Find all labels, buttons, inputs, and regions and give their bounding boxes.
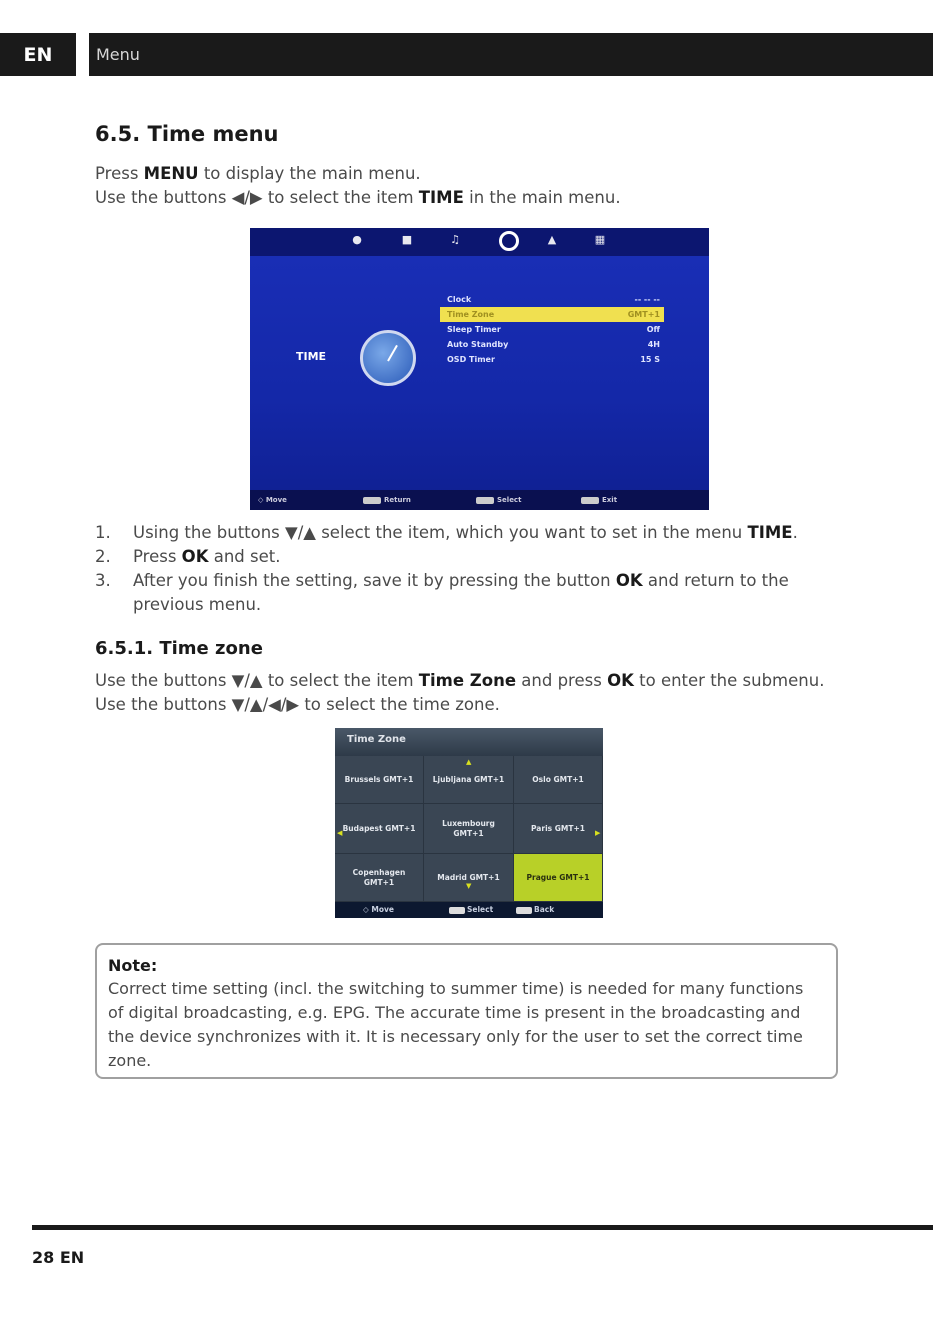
text: After you finish the setting, save it by pressing the button xyxy=(133,571,616,590)
subsection-title: 6.5.1. Time zone xyxy=(95,638,263,659)
time-menu-items xyxy=(446,292,664,367)
move-icon: ◇ xyxy=(363,905,372,914)
text: Press xyxy=(133,547,182,566)
hint-label: Select xyxy=(467,905,494,914)
text-bold: OK xyxy=(607,671,634,690)
text: Use the buttons ▼/▲ to select the item xyxy=(95,671,419,690)
text-bold: TIME xyxy=(747,523,793,542)
channel-icon: ■ xyxy=(401,233,413,246)
time-menu-screenshot xyxy=(250,228,709,510)
arrow-down-icon: ▼ xyxy=(466,882,472,890)
setup-icon: ▦ xyxy=(594,233,606,246)
menu-item-time-zone[interactable] xyxy=(440,307,664,322)
step-text xyxy=(133,521,798,545)
timezone-cell[interactable]: Brussels GMT+1 xyxy=(335,756,424,804)
step-number: 3. xyxy=(95,571,111,590)
menu-label: TIME xyxy=(296,350,327,363)
item-value: GMT+1 xyxy=(627,310,660,319)
text: Use the buttons ◀/▶ to select the item xyxy=(95,188,419,207)
menu-key-icon xyxy=(363,497,381,504)
menu-item-clock[interactable] xyxy=(446,292,664,307)
note-line: the device synchronizes with it. It is necessary only for the user to set the correct time xyxy=(108,1027,803,1046)
item-value: 15 S xyxy=(640,355,660,364)
hint-label: Exit xyxy=(602,496,618,504)
item-name: Auto Standby xyxy=(447,340,509,349)
text: and set. xyxy=(208,547,281,566)
hint-label: Back xyxy=(534,905,555,914)
menu-item-sleep-timer[interactable] xyxy=(446,322,664,337)
hint-label: Move xyxy=(265,496,287,504)
select-hint xyxy=(476,496,521,504)
timezone-cell[interactable]: Copenhagen GMT+1 xyxy=(335,854,424,902)
timezone-cell[interactable]: Paris GMT+1 xyxy=(514,804,603,854)
timezone-cell[interactable]: Ljubljana GMT+1 xyxy=(424,756,514,804)
text: Press xyxy=(95,164,144,183)
clock-icon xyxy=(499,231,519,251)
note-text xyxy=(108,977,826,1073)
timezone-hint-bar xyxy=(335,902,603,918)
timezone-line-2: Use the buttons ▼/▲/◀/▶ to select the time zone. xyxy=(95,695,500,714)
text-bold: TIME xyxy=(418,188,464,207)
header-section-title: Menu xyxy=(96,45,140,64)
item-name: Time Zone xyxy=(447,310,495,319)
timezone-cell[interactable]: Budapest GMT+1 xyxy=(335,804,424,854)
section-title: 6.5. Time menu xyxy=(95,122,279,146)
text: previous menu. xyxy=(133,595,262,614)
hint-label: Move xyxy=(371,905,394,914)
hint-label: Select xyxy=(497,496,522,504)
item-value: 4H xyxy=(647,340,660,349)
steps-list xyxy=(95,521,798,617)
picture-icon: ● xyxy=(352,233,362,246)
move-hint xyxy=(363,905,394,914)
header-bar xyxy=(89,33,933,76)
text-bold: OK xyxy=(615,571,643,590)
step-number: 2. xyxy=(95,547,111,566)
text: to display the main menu. xyxy=(198,164,421,183)
globe-clock-icon xyxy=(360,330,416,386)
timezone-cell-selected[interactable]: Prague GMT+1 xyxy=(514,854,603,902)
lock-icon: ▲ xyxy=(547,233,557,246)
select-hint xyxy=(449,905,493,914)
menu-tab-bar xyxy=(250,228,709,256)
note-box xyxy=(95,943,838,1079)
timezone-cell[interactable]: Oslo GMT+1 xyxy=(514,756,603,804)
item-name: OSD Timer xyxy=(447,355,495,364)
step-number: 1. xyxy=(95,523,111,542)
step-text xyxy=(133,545,280,569)
intro-line-1 xyxy=(95,162,421,186)
timezone-grid xyxy=(335,756,603,902)
enter-key-icon xyxy=(476,497,494,504)
menu-item-osd-timer[interactable] xyxy=(446,352,664,367)
note-title: Note: xyxy=(108,956,158,975)
exit-hint xyxy=(581,496,617,504)
text: and return to the xyxy=(642,571,789,590)
item-name: Clock xyxy=(447,295,472,304)
enter-key-icon xyxy=(449,907,465,914)
timezone-line-1 xyxy=(95,669,824,693)
text-bold: OK xyxy=(181,547,209,566)
timezone-cell[interactable]: Luxembourg GMT+1 xyxy=(424,804,514,854)
text: in the main menu. xyxy=(463,188,621,207)
item-value: -- -- -- xyxy=(634,295,660,304)
text: to enter the submenu. xyxy=(633,671,825,690)
item-name: Sleep Timer xyxy=(447,325,501,334)
list-item xyxy=(95,569,798,617)
move-hint xyxy=(258,496,287,504)
hint-label: Return xyxy=(384,496,411,504)
footer-divider xyxy=(32,1225,933,1230)
item-value: Off xyxy=(646,325,660,334)
text: and press xyxy=(516,671,608,690)
timezone-screenshot xyxy=(335,728,603,918)
move-icon: ◇ xyxy=(258,496,266,504)
text-bold: Time Zone xyxy=(418,671,517,690)
note-line: zone. xyxy=(108,1051,152,1070)
timezone-cell[interactable]: Madrid GMT+1 xyxy=(424,854,514,902)
text: Using the buttons ▼/▲ select the item, which you want to set in the menu xyxy=(133,523,748,542)
page-number: 28 EN xyxy=(32,1248,85,1267)
step-text xyxy=(133,569,789,617)
back-hint xyxy=(516,905,554,914)
note-line: Correct time setting (incl. the switching to summer time) is needed for many functions xyxy=(108,979,804,998)
arrow-up-icon: ▲ xyxy=(466,758,472,766)
note-line: of digital broadcasting, e.g. EPG. The accurate time is present in the broadcasting and xyxy=(108,1003,801,1022)
intro-line-2 xyxy=(95,186,621,210)
menu-item-auto-standby[interactable] xyxy=(446,337,664,352)
text: . xyxy=(792,523,798,542)
list-item xyxy=(95,521,798,545)
menu-hint-bar xyxy=(250,490,709,510)
sound-icon: ♫ xyxy=(450,233,460,246)
return-hint xyxy=(363,496,411,504)
exit-key-icon xyxy=(581,497,599,504)
timezone-screen-title: Time Zone xyxy=(335,728,603,756)
text-bold: MENU xyxy=(143,164,199,183)
arrow-right-icon: ▶ xyxy=(595,829,601,837)
arrow-left-icon: ◀ xyxy=(337,829,343,837)
menu-key-icon xyxy=(516,907,532,914)
language-badge: EN xyxy=(0,33,76,76)
list-item xyxy=(95,545,798,569)
